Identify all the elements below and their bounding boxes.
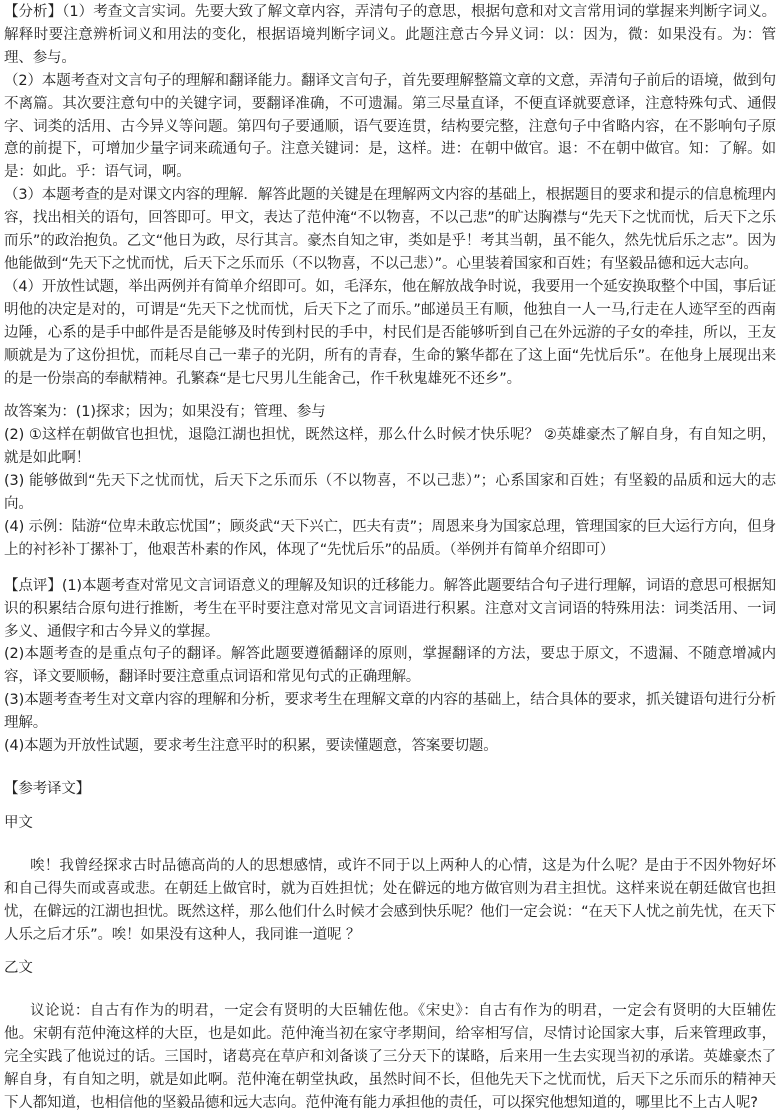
analysis-section bbox=[4, 1, 776, 390]
analysis-text-1: （1）考查文言实词。先要大致了解文章内容，弄清句子的意思，根据句意和对文言常用词的掌握来判断字词义。解释时要注意辨析词义和用法的变化，根据语境判断字词义。此题注意古今异义词：以：因为，微：如果没有。为：管理、参与。 bbox=[4, 4, 776, 66]
review-paragraph-4: (4)本题为开放性试题，要求考生注意平时的积累，要读懂题意，答案要切题。 bbox=[4, 738, 498, 755]
review-text-1: (1)本题考查对常见文言词语意义的理解及知识的迁移能力。解答此题要结合句子进行理解，词语的意思可根据知识的积累结合原句进行推断，考生在平时要注意对常见文言词语进行积累。注意对文言词语的特殊用法：词类活用、一词多义、通假字和古今异义的掌握。 bbox=[4, 577, 776, 640]
analysis-paragraph-2: （2）本题考查对文言句子的理解和翻译能力。翻译文言句子，首先要理解整篇文章的文意，弄清句子前后的语境，做到句不离篇。其次要注意句中的关键字词，要翻译准确，不可遗漏。第三尽量直译，不便直译就要意译，注意特殊句式、通假字、词类的活用、古今异义等问题。第四句子要通顺，语气要连贯，结构要完整，注意句子中省略内容，在不影响句子原意的前提下，可增加少量字词来疏通句子。注意关键词：是，这样。进：在朝中做官。退：不在朝中做官。知：了解。如是：如此。乎：语气词，啊。 bbox=[4, 72, 776, 181]
review-label: 【点评】 bbox=[4, 577, 62, 594]
answer-intro: 故答案为：(1)探求；因为；如果没有；管理、参与 bbox=[4, 404, 326, 421]
analysis-paragraph-4: （4）开放性试题，举出两例并有简单介绍即可。如，毛泽东，他在解放战争时说，我要用一个延安换取整个中国，事后证明他的决定是对的，可谓是“先天下之忧而忧，后天下之了而乐。”邮递员王有顺，他独自一人一马,行走在人迹罕至的西南边陲，心系的是手中邮件是否是能够及时传到村民的手中，村民们是否能够听到自己在外远游的子女的牵挂，所以，王友顺就是为了这份担忧，而耗尽自己一辈子的光阴，所有的青春，生命的繁华都在了这上面“先忧后乐”。在他身上展现出来的是一份崇高的奉献精神。孔繁森“是七尺男儿生能舍己，作千秋鬼雄死不还乡”。 bbox=[4, 278, 776, 387]
jia-translation: 唉！我曾经探求古时品德高尚的人的思想感情，或许不同于以上两种人的心情，这是为什么呢？是由于不因外物好坏和自己得失而或喜或悲。在朝廷上做官时，就为百姓担忧；处在僻远的地方做官则为君主担忧。这样来说在朝廷做官也担忧，在僻远的江湖也担忧。既然这样，那么他们什么时候才会感到快乐呢？他们一定会说：“在天下人忧之前先忧，在天下人乐之后才乐”。唉！如果没有这种人，我同谁一道呢 ？ bbox=[4, 857, 776, 943]
spacer bbox=[4, 390, 776, 401]
analysis-label: 【分析】 bbox=[4, 4, 63, 20]
spacer bbox=[4, 946, 776, 957]
review-paragraph-2: (2)本题考查的是重点句子的翻译。解答此题要遵循翻译的原则，掌握翻译的方法，要忠于原文，不遗漏、不随意增减内容，译文要顺畅，翻译时要注意重点词语和常见句式的正确理解。 bbox=[4, 646, 776, 686]
answer-2: (2) ①这样在朝做官也担忧，退隐江湖也担忧，既然这样，那么什么时候才快乐呢？ ②英雄豪杰了解自身，有自知之明，就是如此啊！ bbox=[4, 427, 776, 467]
translation-section bbox=[4, 778, 776, 1115]
yi-translation: 议论说：自古有作为的明君，一定会有贤明的大臣辅佐他。《宋史》：自古有作为的明君，一定会有贤明的大臣辅佐他。宋朝有范仲淹这样的大臣，也是如此。范仲淹当初在家守孝期间，给宰相写信，尽情讨论国家大事，后来管理政事，完全实践了他说过的话。三国时，诸葛亮在草庐和刘备谈了三分天下的谋略，后来用一生去实现当初的承诺。英雄豪杰了解自身，有自知之明，就是如此啊。范仲淹在朝堂执政，虽然时间不长，但他先天下之忧而忧，后天下之乐而乐的精神天下人都知道，也相信他的坚毅品德和远大志向。范仲淹有能力承担他的责任，可以探究他想知道的，哪里比不上古人呢? bbox=[4, 1003, 776, 1111]
spacer bbox=[4, 758, 776, 778]
jia-title: 甲文 bbox=[4, 814, 33, 831]
analysis-paragraph-1 bbox=[4, 1, 776, 70]
spacer bbox=[4, 980, 776, 1000]
review-paragraph-1 bbox=[4, 575, 776, 644]
translation-heading: 【参考译文】 bbox=[4, 781, 91, 797]
spacer bbox=[4, 562, 776, 575]
spacer bbox=[4, 835, 776, 855]
answer-section bbox=[4, 401, 776, 561]
analysis-paragraph-3: （3）本题考查的是对课文内容的理解．解答此题的关键是在理解两文内容的基础上，根据题目的要求和提示的信息梳理内容，找出相关的语句，回答即可。甲文，表达了范仲淹“不以物喜，不以己悲”的旷达胸襟与“先天下之忧而忧，后天下之乐而乐”的政治抱负。乙文“他日为政，尽行其言。豪杰自知之审，类如是乎！考其当朝，虽不能久，然先忧后乐之志”。因为他能做到“先天下之忧而忧，后天下之乐而乐（不以物喜，不以己悲）”。心里装着国家和百姓；有坚毅品德和远大志向。 bbox=[4, 187, 776, 272]
answer-3: (3) 能够做到“先天下之忧而忧，后天下之乐而乐（不以物喜，不以己悲）”；心系国家和百姓；有坚毅的品质和远大的志向。 bbox=[4, 473, 776, 513]
yi-title: 乙文 bbox=[4, 960, 33, 977]
review-paragraph-3: (3)本题考查考生对文章内容的理解和分析，要求考生在理解文章的内容的基础上，结合具体的要求，抓关键语句进行分析理解。 bbox=[4, 692, 776, 732]
answer-4: (4) 示例：陆游“位卑未敢忘忧国”；顾炎武“天下兴亡，匹夫有责”；周恩来身为国家总理，管理国家的巨大运行方向，但身上的衬衫补丁摞补丁，他艰苦朴素的作风，体现了“先忧后乐”的品质。（举例并有简单介绍即可） bbox=[4, 518, 776, 558]
spacer bbox=[4, 801, 776, 812]
review-section bbox=[4, 575, 776, 758]
